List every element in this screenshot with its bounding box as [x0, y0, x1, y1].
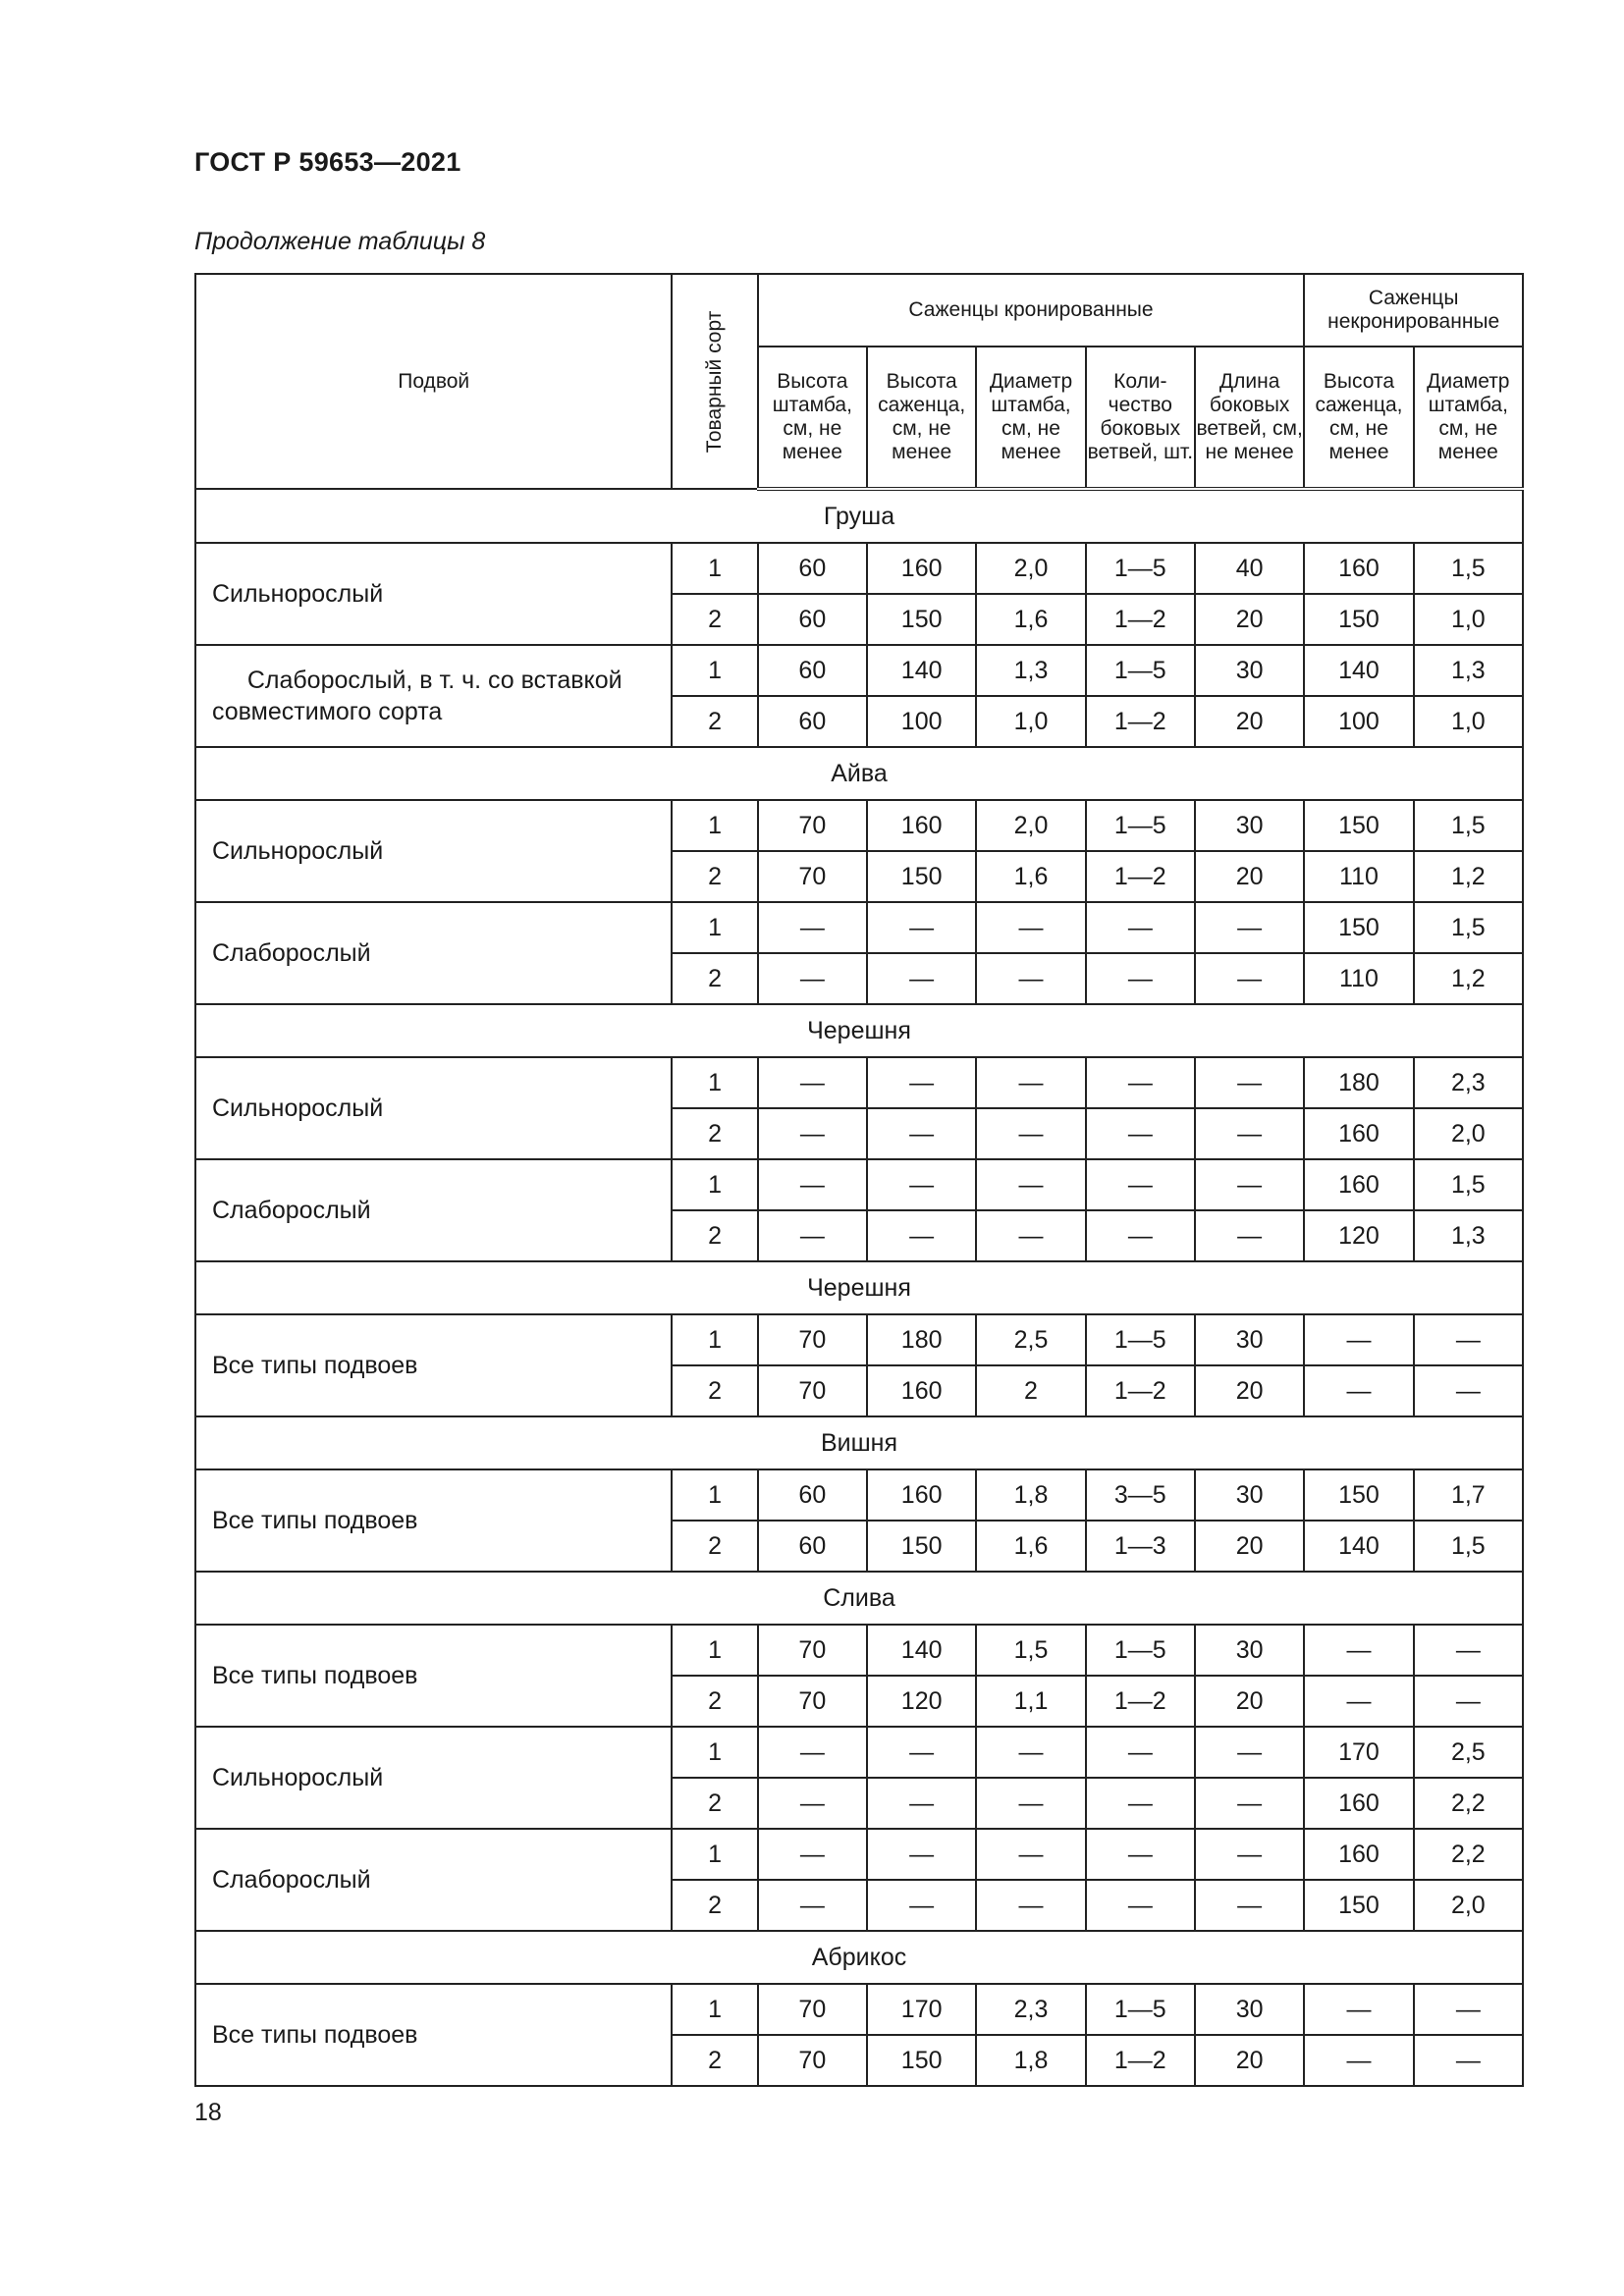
value-cell: — — [1304, 1314, 1413, 1365]
header-crowned-branch-length: Длина боковых ветвей, см, не менее — [1195, 347, 1304, 489]
value-cell: 30 — [1195, 645, 1304, 696]
document-header: ГОСТ Р 59653—2021 — [194, 147, 461, 177]
value-cell: — — [1304, 1625, 1413, 1676]
value-cell: 20 — [1195, 594, 1304, 645]
section-row — [195, 1931, 1523, 1984]
value-cell: 30 — [1195, 1469, 1304, 1521]
value-cell: 1,1 — [976, 1676, 1085, 1727]
rootstock-cell: Слаборослый, в т. ч. со вставкой совместимого сорта — [195, 645, 672, 747]
value-cell: 1—2 — [1086, 594, 1195, 645]
value-cell: 140 — [867, 1625, 976, 1676]
section-row — [195, 489, 1523, 543]
rootstock-cell: Сильнорослый — [195, 1727, 672, 1829]
value-cell: 1,6 — [976, 851, 1085, 902]
value-cell: 120 — [1304, 1210, 1413, 1261]
table-row — [195, 1625, 1523, 1676]
value-cell: 160 — [1304, 1108, 1413, 1159]
value-cell: 150 — [1304, 800, 1413, 851]
rootstock-cell: Сильнорослый — [195, 1057, 672, 1159]
grade-cell: 2 — [672, 696, 757, 747]
value-cell: 1,2 — [1414, 851, 1523, 902]
section-title: Черешня — [195, 1261, 1523, 1314]
value-cell: 100 — [867, 696, 976, 747]
value-cell: 2,3 — [1414, 1057, 1523, 1108]
value-cell: — — [1195, 1159, 1304, 1210]
value-cell: 1—5 — [1086, 1314, 1195, 1365]
grade-cell: 1 — [672, 543, 757, 594]
header-crowned-seedling-height: Высота саженца, см, не менее — [867, 347, 976, 489]
section-title: Груша — [195, 489, 1523, 543]
section-row — [195, 1572, 1523, 1625]
header-uncrowned: Саженцы некронированные — [1304, 274, 1523, 347]
value-cell: 2,3 — [976, 1984, 1085, 2035]
value-cell: 1,5 — [1414, 1159, 1523, 1210]
value-cell: 180 — [867, 1314, 976, 1365]
value-cell: 150 — [867, 851, 976, 902]
grade-cell: 2 — [672, 1676, 757, 1727]
grade-cell: 2 — [672, 851, 757, 902]
value-cell: 160 — [867, 543, 976, 594]
value-cell: — — [1304, 1676, 1413, 1727]
value-cell: 1—5 — [1086, 1984, 1195, 2035]
value-cell: 1,6 — [976, 1521, 1085, 1572]
value-cell: 2,0 — [1414, 1880, 1523, 1931]
value-cell: — — [1086, 1778, 1195, 1829]
value-cell: 170 — [1304, 1727, 1413, 1778]
rootstock-cell: Все типы подвоев — [195, 1314, 672, 1416]
nursery-standards-table — [194, 273, 1524, 2087]
table-row — [195, 1984, 1523, 2035]
value-cell: 1,8 — [976, 1469, 1085, 1521]
value-cell: 150 — [1304, 902, 1413, 953]
value-cell: 1,6 — [976, 594, 1085, 645]
value-cell: — — [1414, 1676, 1523, 1727]
value-cell: — — [1086, 1829, 1195, 1880]
value-cell: 170 — [867, 1984, 976, 2035]
value-cell: 2,5 — [976, 1314, 1085, 1365]
header-crowned: Саженцы кронированные — [758, 274, 1305, 347]
value-cell: 60 — [758, 594, 867, 645]
value-cell: — — [758, 1210, 867, 1261]
value-cell: 1,8 — [976, 2035, 1085, 2086]
value-cell: 60 — [758, 696, 867, 747]
value-cell: 70 — [758, 1625, 867, 1676]
value-cell: — — [1414, 2035, 1523, 2086]
value-cell: 1,5 — [1414, 543, 1523, 594]
value-cell: — — [1304, 1365, 1413, 1416]
rootstock-cell: Все типы подвоев — [195, 1984, 672, 2086]
value-cell: 2,0 — [976, 543, 1085, 594]
value-cell: — — [1195, 902, 1304, 953]
table-row — [195, 1829, 1523, 1880]
value-cell: — — [1086, 1727, 1195, 1778]
value-cell: — — [867, 1829, 976, 1880]
grade-cell: 2 — [672, 594, 757, 645]
value-cell: 60 — [758, 543, 867, 594]
value-cell: 1,5 — [1414, 902, 1523, 953]
value-cell: 150 — [1304, 1880, 1413, 1931]
value-cell: — — [976, 1880, 1085, 1931]
header-grade — [672, 274, 757, 489]
value-cell: 1,5 — [976, 1625, 1085, 1676]
value-cell: 1,7 — [1414, 1469, 1523, 1521]
grade-cell: 1 — [672, 1625, 757, 1676]
value-cell: 1—5 — [1086, 1625, 1195, 1676]
value-cell: 20 — [1195, 2035, 1304, 2086]
value-cell: — — [1195, 1880, 1304, 1931]
grade-cell: 1 — [672, 1057, 757, 1108]
value-cell: — — [1414, 1365, 1523, 1416]
rootstock-cell: Сильнорослый — [195, 800, 672, 902]
value-cell: 1,5 — [1414, 1521, 1523, 1572]
table-row — [195, 1314, 1523, 1365]
value-cell: 180 — [1304, 1057, 1413, 1108]
header-crowned-stem-height: Высота штамба, см, не менее — [758, 347, 867, 489]
value-cell: — — [867, 1159, 976, 1210]
value-cell: 1—5 — [1086, 543, 1195, 594]
value-cell: — — [867, 1057, 976, 1108]
grade-cell: 2 — [672, 1778, 757, 1829]
value-cell: 160 — [867, 1469, 976, 1521]
value-cell: 2,0 — [1414, 1108, 1523, 1159]
table-row — [195, 1057, 1523, 1108]
value-cell: 60 — [758, 645, 867, 696]
value-cell: 150 — [1304, 1469, 1413, 1521]
value-cell: 30 — [1195, 1625, 1304, 1676]
value-cell: — — [758, 1159, 867, 1210]
value-cell: 1,0 — [1414, 696, 1523, 747]
grade-cell: 1 — [672, 645, 757, 696]
value-cell: — — [758, 1057, 867, 1108]
header-grade-label: Товарный сорт — [703, 310, 727, 453]
value-cell: — — [867, 1727, 976, 1778]
value-cell: — — [1086, 1057, 1195, 1108]
grade-cell: 1 — [672, 1159, 757, 1210]
value-cell: — — [1086, 1159, 1195, 1210]
value-cell: 1,3 — [1414, 1210, 1523, 1261]
value-cell: 20 — [1195, 851, 1304, 902]
value-cell: 1,2 — [1414, 953, 1523, 1004]
value-cell: — — [758, 1727, 867, 1778]
grade-cell: 2 — [672, 1210, 757, 1261]
value-cell: — — [976, 1829, 1085, 1880]
value-cell: 150 — [867, 2035, 976, 2086]
value-cell: 1,5 — [1414, 800, 1523, 851]
value-cell: — — [758, 1108, 867, 1159]
table-row — [195, 902, 1523, 953]
value-cell: 70 — [758, 800, 867, 851]
value-cell: — — [1195, 1057, 1304, 1108]
grade-cell: 1 — [672, 1829, 757, 1880]
value-cell: — — [1195, 953, 1304, 1004]
value-cell: — — [1086, 953, 1195, 1004]
value-cell: 20 — [1195, 1365, 1304, 1416]
value-cell: 1,0 — [1414, 594, 1523, 645]
header-crowned-stem-diameter: Диаметр штамба, см, не менее — [976, 347, 1085, 489]
value-cell: — — [1086, 1210, 1195, 1261]
value-cell: — — [1195, 1210, 1304, 1261]
value-cell: 150 — [1304, 594, 1413, 645]
value-cell: 1,3 — [1414, 645, 1523, 696]
value-cell: — — [1414, 1314, 1523, 1365]
value-cell: 70 — [758, 2035, 867, 2086]
rootstock-cell: Слаборослый — [195, 902, 672, 1004]
header-crowned-branch-count: Коли-чество боковых ветвей, шт. — [1086, 347, 1195, 489]
value-cell: 100 — [1304, 696, 1413, 747]
value-cell: — — [867, 1778, 976, 1829]
value-cell: 2,2 — [1414, 1829, 1523, 1880]
grade-cell: 2 — [672, 1880, 757, 1931]
value-cell: 160 — [1304, 1778, 1413, 1829]
value-cell: — — [867, 1210, 976, 1261]
value-cell: 160 — [867, 800, 976, 851]
value-cell: 1—5 — [1086, 800, 1195, 851]
value-cell: — — [758, 902, 867, 953]
value-cell: 1—2 — [1086, 1365, 1195, 1416]
table-row — [195, 1159, 1523, 1210]
value-cell: 70 — [758, 1314, 867, 1365]
value-cell: — — [758, 1829, 867, 1880]
table-caption: Продолжение таблицы 8 — [194, 228, 486, 255]
table-row — [195, 645, 1523, 696]
value-cell: — — [1195, 1108, 1304, 1159]
table-row — [195, 543, 1523, 594]
value-cell: 110 — [1304, 851, 1413, 902]
value-cell: 160 — [1304, 1159, 1413, 1210]
grade-cell: 1 — [672, 1314, 757, 1365]
value-cell: 40 — [1195, 543, 1304, 594]
value-cell: 20 — [1195, 1521, 1304, 1572]
value-cell: 60 — [758, 1469, 867, 1521]
value-cell: 70 — [758, 1365, 867, 1416]
value-cell: — — [976, 1727, 1085, 1778]
value-cell: — — [976, 1210, 1085, 1261]
value-cell: 1,0 — [976, 696, 1085, 747]
value-cell: 2,0 — [976, 800, 1085, 851]
value-cell: 70 — [758, 851, 867, 902]
value-cell: 140 — [1304, 1521, 1413, 1572]
value-cell: — — [976, 1159, 1085, 1210]
grade-cell: 1 — [672, 1984, 757, 2035]
table-row — [195, 1469, 1523, 1521]
grade-cell: 1 — [672, 800, 757, 851]
grade-cell: 1 — [672, 1469, 757, 1521]
value-cell: 20 — [1195, 696, 1304, 747]
grade-cell: 1 — [672, 1727, 757, 1778]
value-cell: — — [758, 1880, 867, 1931]
value-cell: — — [976, 953, 1085, 1004]
value-cell: — — [867, 902, 976, 953]
grade-cell: 2 — [672, 1521, 757, 1572]
section-row — [195, 1416, 1523, 1469]
value-cell: 140 — [1304, 645, 1413, 696]
value-cell: 20 — [1195, 1676, 1304, 1727]
section-title: Абрикос — [195, 1931, 1523, 1984]
value-cell: 160 — [1304, 1829, 1413, 1880]
value-cell: 1—3 — [1086, 1521, 1195, 1572]
value-cell: 160 — [1304, 543, 1413, 594]
value-cell: — — [867, 1108, 976, 1159]
value-cell: — — [1086, 1108, 1195, 1159]
value-cell: — — [758, 953, 867, 1004]
value-cell: 150 — [867, 594, 976, 645]
value-cell: 150 — [867, 1521, 976, 1572]
section-title: Черешня — [195, 1004, 1523, 1057]
value-cell: — — [867, 953, 976, 1004]
section-row — [195, 1261, 1523, 1314]
value-cell: — — [1195, 1829, 1304, 1880]
value-cell: 2,5 — [1414, 1727, 1523, 1778]
value-cell: 1,3 — [976, 645, 1085, 696]
value-cell: 1—2 — [1086, 2035, 1195, 2086]
rootstock-cell: Сильнорослый — [195, 543, 672, 645]
value-cell: 70 — [758, 1676, 867, 1727]
value-cell: 60 — [758, 1521, 867, 1572]
section-row — [195, 1004, 1523, 1057]
rootstock-cell: Слаборослый — [195, 1159, 672, 1261]
value-cell: — — [976, 1108, 1085, 1159]
grade-cell: 2 — [672, 1108, 757, 1159]
value-cell: — — [1086, 902, 1195, 953]
value-cell: — — [1195, 1778, 1304, 1829]
value-cell: 110 — [1304, 953, 1413, 1004]
grade-cell: 2 — [672, 1365, 757, 1416]
grade-cell: 2 — [672, 953, 757, 1004]
grade-cell: 2 — [672, 2035, 757, 2086]
value-cell: 160 — [867, 1365, 976, 1416]
header-uncrowned-seedling-height: Высота саженца, см, не менее — [1304, 347, 1413, 489]
value-cell: 1—2 — [1086, 696, 1195, 747]
table-row — [195, 1727, 1523, 1778]
header-rootstock: Подвой — [195, 274, 672, 489]
table-body — [195, 489, 1523, 2086]
grade-cell: 1 — [672, 902, 757, 953]
rootstock-cell: Все типы подвоев — [195, 1469, 672, 1572]
value-cell: — — [1086, 1880, 1195, 1931]
value-cell: 70 — [758, 1984, 867, 2035]
value-cell: 3—5 — [1086, 1469, 1195, 1521]
value-cell: 2,2 — [1414, 1778, 1523, 1829]
value-cell: 30 — [1195, 1984, 1304, 2035]
value-cell: — — [976, 1778, 1085, 1829]
value-cell: 140 — [867, 645, 976, 696]
section-title: Вишня — [195, 1416, 1523, 1469]
value-cell: 2 — [976, 1365, 1085, 1416]
value-cell: — — [976, 902, 1085, 953]
value-cell: — — [758, 1778, 867, 1829]
section-title: Слива — [195, 1572, 1523, 1625]
header-uncrowned-stem-diameter: Диаметр штамба, см, не менее — [1414, 347, 1523, 489]
value-cell: — — [1304, 1984, 1413, 2035]
value-cell: — — [1304, 2035, 1413, 2086]
value-cell: — — [976, 1057, 1085, 1108]
value-cell: — — [1414, 1625, 1523, 1676]
rootstock-cell: Все типы подвоев — [195, 1625, 672, 1727]
table-row — [195, 800, 1523, 851]
page-number: 18 — [194, 2099, 222, 2126]
rootstock-cell: Слаборослый — [195, 1829, 672, 1931]
value-cell: 1—2 — [1086, 851, 1195, 902]
value-cell: — — [867, 1880, 976, 1931]
value-cell: 30 — [1195, 1314, 1304, 1365]
value-cell: 30 — [1195, 800, 1304, 851]
section-title: Айва — [195, 747, 1523, 800]
value-cell: 1—5 — [1086, 645, 1195, 696]
value-cell: 1—2 — [1086, 1676, 1195, 1727]
value-cell: 120 — [867, 1676, 976, 1727]
value-cell: — — [1195, 1727, 1304, 1778]
value-cell: — — [1414, 1984, 1523, 2035]
section-row — [195, 747, 1523, 800]
